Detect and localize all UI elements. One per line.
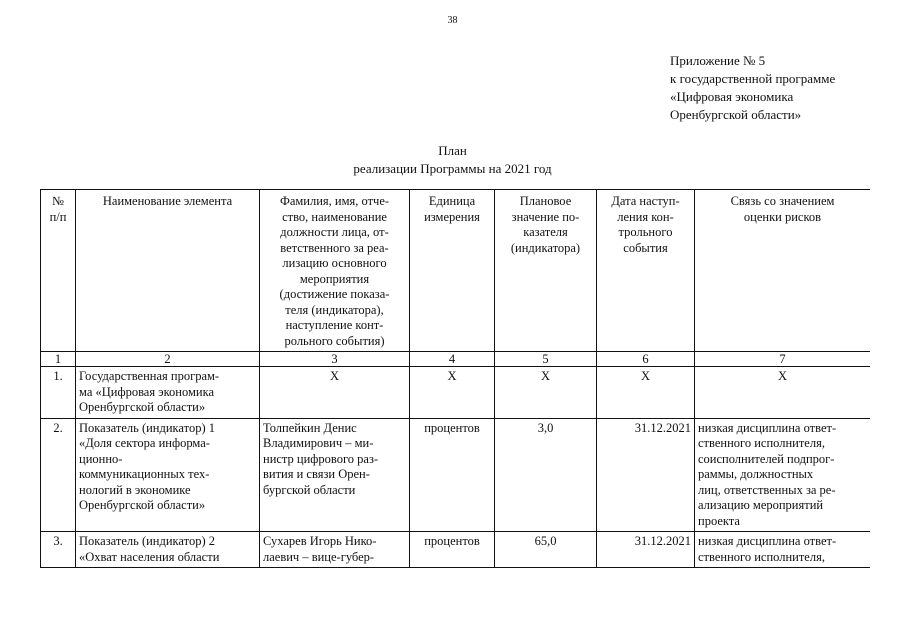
row-unit: Х xyxy=(410,367,495,419)
column-number: 6 xyxy=(597,352,695,367)
row-plan-value: 3,0 xyxy=(495,418,597,532)
row-unit: процентов xyxy=(410,532,495,568)
row-risk: Х xyxy=(695,367,871,419)
plan-table-container xyxy=(40,189,870,640)
header-risk: Связь со значением оценки рисков xyxy=(695,190,871,352)
row-element: Государственная програм- ма «Цифровая экономика Оренбургской области» xyxy=(76,367,260,419)
plan-table xyxy=(40,189,870,568)
column-number: 1 xyxy=(41,352,76,367)
header-responsible: Фамилия, имя, отче- ство, наименование должности лица, от- ветственного за реа- лизацию основного мероприятия (достижение показа- теля (индикатора), наступление конт- рольного события) xyxy=(260,190,410,352)
page-number: 38 xyxy=(447,15,458,26)
appendix-line: Приложение № 5 xyxy=(670,53,766,68)
header-control-date: Дата наступ- ления кон- трольного события xyxy=(597,190,695,352)
row-unit: процентов xyxy=(410,418,495,532)
row-number: 2. xyxy=(41,418,76,532)
row-control-date: Х xyxy=(597,367,695,419)
header-plan-value: Плановое значение по- казателя (индикатора) xyxy=(495,190,597,352)
column-number: 4 xyxy=(410,352,495,367)
row-responsible: Х xyxy=(260,367,410,419)
row-risk: низкая дисциплина ответ- ственного исполнителя, соисполнителей подпрог- раммы, должностных лиц, ответственных за ре- ализацию мероприятий проекта xyxy=(695,418,871,532)
appendix-line: к государственной программе xyxy=(670,71,836,86)
header-element: Наименование элемента xyxy=(76,190,260,352)
appendix-line: Оренбургской области» xyxy=(670,107,802,122)
row-responsible: Толпейкин Денис Владимирович – ми- нистр цифрового раз- вития и связи Орен- бургской области xyxy=(260,418,410,532)
row-number: 1. xyxy=(41,367,76,419)
appendix-line: «Цифровая экономика xyxy=(670,89,794,104)
row-element: Показатель (индикатор) 2 «Охват населения области xyxy=(76,532,260,568)
row-control-date: 31.12.2021 xyxy=(597,532,695,568)
table-row xyxy=(41,367,871,419)
row-risk: низкая дисциплина ответ- ственного исполнителя, xyxy=(695,532,871,568)
row-plan-value: Х xyxy=(495,367,597,419)
column-number: 5 xyxy=(495,352,597,367)
appendix-note xyxy=(670,52,835,124)
table-row xyxy=(41,532,871,568)
column-number: 2 xyxy=(76,352,260,367)
row-element: Показатель (индикатор) 1 «Доля сектора информа- ционно- коммуникационных тех- нологий в экономике Оренбургской области» xyxy=(76,418,260,532)
column-number: 7 xyxy=(695,352,871,367)
table-row xyxy=(41,418,871,532)
row-responsible: Сухарев Игорь Нико- лаевич – вице-губер- xyxy=(260,532,410,568)
plan-title-line2: реализации Программы на 2021 год xyxy=(353,161,552,176)
column-number-row xyxy=(41,352,871,367)
row-number: 3. xyxy=(41,532,76,568)
row-plan-value: 65,0 xyxy=(495,532,597,568)
table-header-row xyxy=(41,190,871,352)
plan-title xyxy=(0,142,905,178)
column-number: 3 xyxy=(260,352,410,367)
row-control-date: 31.12.2021 xyxy=(597,418,695,532)
plan-title-line1: План xyxy=(438,143,467,158)
header-unit: Единица измерения xyxy=(410,190,495,352)
header-number: № п/п xyxy=(41,190,76,352)
